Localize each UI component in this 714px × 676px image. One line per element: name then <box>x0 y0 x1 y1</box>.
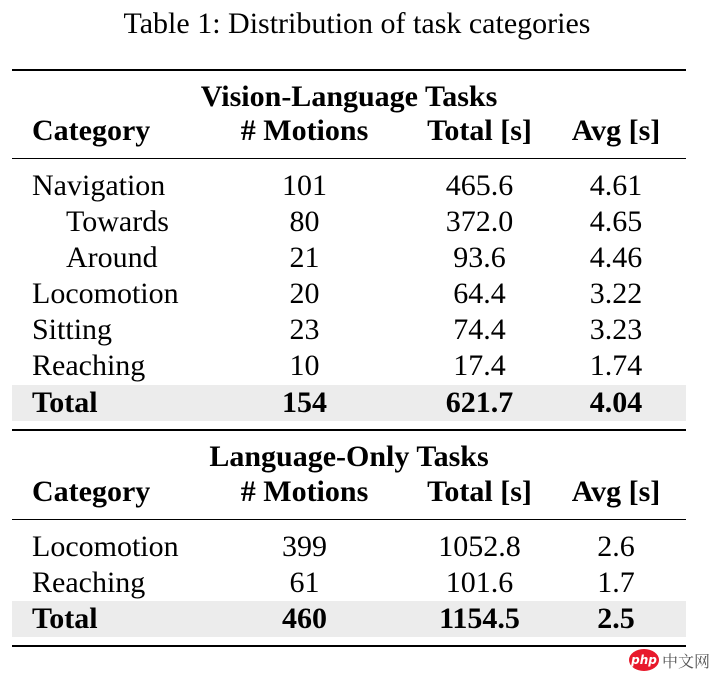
category-cell: Navigation <box>32 169 166 202</box>
top-rule <box>12 69 686 71</box>
bottom-rule <box>12 645 686 647</box>
header-row <box>12 474 686 510</box>
total-cell: 101.6 <box>445 566 514 599</box>
table-row <box>12 348 686 384</box>
motions-cell: 154 <box>282 386 327 419</box>
total-cell: 372.0 <box>445 205 514 238</box>
avg-cell: 4.04 <box>589 386 643 419</box>
total-row <box>12 601 686 637</box>
column-header-motions: # Motions <box>240 475 369 508</box>
column-header-avg: Avg [s] <box>571 475 661 508</box>
column-header-motions: # Motions <box>240 114 369 147</box>
total-cell: 93.6 <box>453 241 506 274</box>
column-header-avg: Avg [s] <box>571 114 661 147</box>
motions-cell: 10 <box>289 349 320 382</box>
motions-cell: 23 <box>289 313 320 346</box>
avg-cell: 3.22 <box>589 277 643 310</box>
section-title-language-only: Language-Only Tasks <box>209 440 489 473</box>
motions-cell: 61 <box>289 566 320 599</box>
category-cell: Reaching <box>32 566 146 599</box>
header-rule <box>12 158 686 159</box>
category-cell: Total <box>32 602 98 635</box>
category-cell: Around <box>66 241 158 274</box>
category-cell: Reaching <box>32 349 146 382</box>
motions-cell: 80 <box>289 205 320 238</box>
avg-cell: 1.74 <box>589 349 643 382</box>
table-caption: Table 1: Distribution of task categories <box>123 7 591 40</box>
avg-cell: 1.7 <box>597 566 635 599</box>
avg-cell: 2.6 <box>597 530 635 563</box>
category-cell: Total <box>32 386 98 419</box>
column-header-total: Total [s] <box>427 114 532 147</box>
category-cell: Towards <box>66 205 169 238</box>
column-header-category: Category <box>32 114 151 147</box>
watermark-text: 中文网 <box>661 651 710 671</box>
motions-cell: 399 <box>282 530 327 563</box>
category-cell: Locomotion <box>32 530 179 563</box>
section-title-vision-language: Vision-Language Tasks <box>200 80 498 113</box>
motions-cell: 101 <box>282 169 327 202</box>
total-cell: 64.4 <box>453 277 506 310</box>
total-cell: 74.4 <box>453 313 506 346</box>
table-row <box>12 529 686 565</box>
column-header-total: Total [s] <box>427 475 532 508</box>
motions-cell: 21 <box>289 241 320 274</box>
table-row <box>12 204 686 240</box>
avg-cell: 2.5 <box>597 602 635 635</box>
category-cell: Sitting <box>32 313 113 346</box>
avg-cell: 4.61 <box>589 169 643 202</box>
table-row <box>12 240 686 276</box>
table-row <box>12 565 686 601</box>
table-row <box>12 168 686 204</box>
avg-cell: 4.65 <box>589 205 643 238</box>
header-rule <box>12 519 686 520</box>
section-rule <box>12 429 686 431</box>
avg-cell: 4.46 <box>589 241 643 274</box>
total-cell: 17.4 <box>453 349 506 382</box>
total-cell: 1052.8 <box>438 530 521 563</box>
table-row <box>12 312 686 348</box>
total-cell: 465.6 <box>445 169 514 202</box>
column-header-category: Category <box>32 475 151 508</box>
total-cell: 621.7 <box>445 386 514 419</box>
header-row <box>12 113 686 149</box>
total-cell: 1154.5 <box>439 602 520 635</box>
avg-cell: 3.23 <box>589 313 643 346</box>
total-row <box>12 385 686 421</box>
motions-cell: 20 <box>289 277 320 310</box>
table-row <box>12 276 686 312</box>
watermark <box>629 646 710 674</box>
category-cell: Locomotion <box>32 277 179 310</box>
motions-cell: 460 <box>282 602 327 635</box>
watermark-logo: php <box>629 649 659 671</box>
